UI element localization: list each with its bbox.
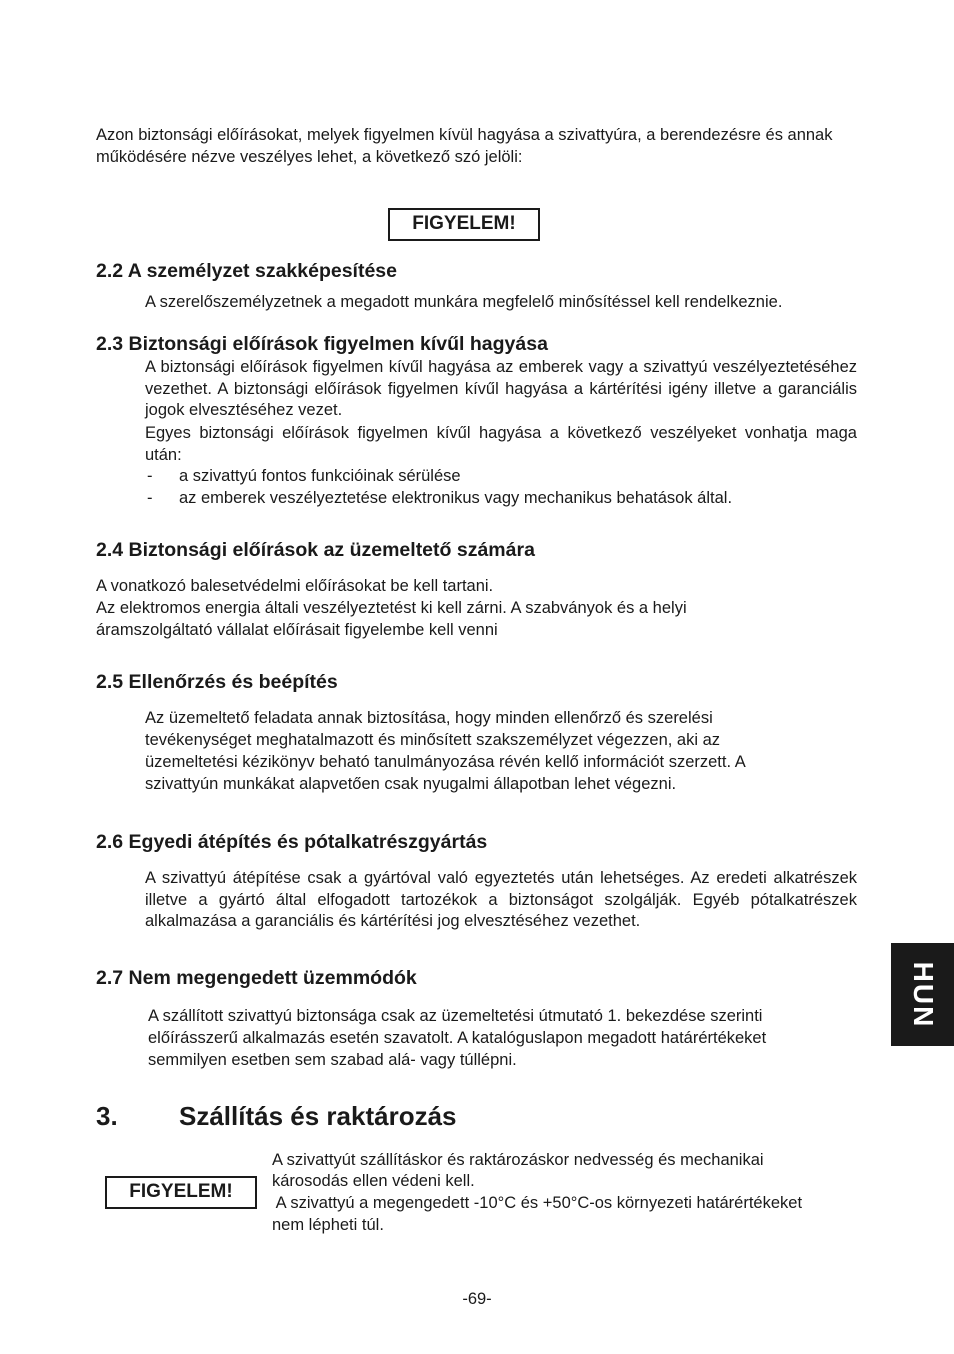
section-2-3-para1: A biztonsági előírások figyelmen kívűl hagyása az emberek vagy a szivattyú veszélyeztetéséhez vezethet. A biztonsági előírások figyelmen kívűl hagyása a kártérítési igény illetve a garanciális jogok elvesztéséhez vezet. xyxy=(145,358,857,419)
section-3-line: A szivattyút szállításkor és raktározáskor nedvesség és mechanikai xyxy=(272,1151,764,1169)
section-2-7-line: A szállított szivattyú biztonsága csak az üzemeltetési útmutató 1. bekezdése szerinti xyxy=(148,1007,763,1025)
section-2-4-heading: 2.4 Biztonsági előírások az üzemeltető számára xyxy=(96,539,535,561)
intro-paragraph: Azon biztonsági előírásokat, melyek figyelmen kívül hagyása a szivattyúra, a berendezésre és annak működésére nézve veszélyes lehet, a következő szó jelöli: xyxy=(96,126,833,166)
section-2-7-heading: 2.7 Nem megengedett üzemmódók xyxy=(96,967,417,989)
section-2-5-line: tevékenységet meghatalmazott és minősített szakszemélyzet végezzen, aki az xyxy=(145,731,721,749)
list-item: a szivattyú fontos funkcióinak sérülése xyxy=(179,467,461,485)
section-2-5-line: üzemeltetési kézikönyv beható tanulmányozása révén kellő információt szerzett. A xyxy=(145,753,746,771)
section-2-5-line: Az üzemeltető feladata annak biztosítása, hogy minden ellenőrző és szerelési xyxy=(145,709,713,727)
section-2-2-text: A szerelőszemélyzetnek a megadott munkára megfelelő minősítéssel kell rendelkeznie. xyxy=(145,293,783,311)
bullet-dash: - xyxy=(147,467,153,485)
language-tab xyxy=(891,943,954,1046)
section-2-4-line: áramszolgáltató vállalat előírásait figyelembe kell venni xyxy=(96,621,498,639)
warning-box: FIGYELEM! xyxy=(105,1176,257,1209)
section-2-6-heading: 2.6 Egyedi átépítés és pótalkatrészgyártás xyxy=(96,831,488,853)
section-3-title: Szállítás és raktározás xyxy=(179,1101,457,1131)
section-2-4-line: A vonatkozó balesetvédelmi előírásokat be kell tartani. xyxy=(96,577,494,595)
section-3-line: károsodás ellen védeni kell. xyxy=(272,1172,475,1190)
section-3-number: 3. xyxy=(96,1101,118,1131)
language-tab-label: HUN xyxy=(907,961,939,1028)
section-2-5-line: szivattyún munkákat alapvetően csak nyugalmi állapotban lehet végezni. xyxy=(145,775,677,793)
warning-box: FIGYELEM! xyxy=(388,208,540,241)
list-item: az emberek veszélyeztetése elektronikus vagy mechanikus behatások által. xyxy=(179,489,733,507)
section-2-7-line: semmilyen esetben sem szabad alá- vagy túllépni. xyxy=(148,1051,517,1069)
bullet-dash: - xyxy=(147,489,153,507)
section-2-3-bullet-list xyxy=(147,466,847,510)
section-2-3-para2: Egyes biztonsági előírások figyelmen kívűl hagyása a következő veszélyeket vonhatja maga után: xyxy=(145,424,857,464)
section-2-7-line: előírásszerű alkalmazás esetén szavatolt. A katalóguslapon megadott határértékeket xyxy=(148,1029,767,1047)
section-2-4-line: Az elektromos energia általi veszélyeztetést ki kell zárni. A szabványok és a helyi xyxy=(96,599,687,617)
section-2-5-heading: 2.5 Ellenőrzés és beépítés xyxy=(96,671,338,693)
section-2-3-heading: 2.3 Biztonsági előírások figyelmen kívűl hagyása xyxy=(96,333,548,355)
section-3-line: A szivattyú a megengedett -10°C és +50°C-os környezeti határértékeket xyxy=(272,1194,803,1212)
section-2-2-heading: 2.2 A személyzet szakképesítése xyxy=(96,260,397,282)
page-number: -69- xyxy=(462,1290,492,1308)
section-2-6-text: A szivattyú átépítése csak a gyártóval való egyeztetés után lehetséges. Az eredeti alkatrészek illetve a gyártó által elfogadott tartozékok a biztonságot szolgálják. Egyéb pótalkatrészek alkalmazása a garanciális és kártérítési jog elvesztéséhez vezethet. xyxy=(145,869,857,930)
section-3-line: nem lépheti túl. xyxy=(272,1216,384,1234)
